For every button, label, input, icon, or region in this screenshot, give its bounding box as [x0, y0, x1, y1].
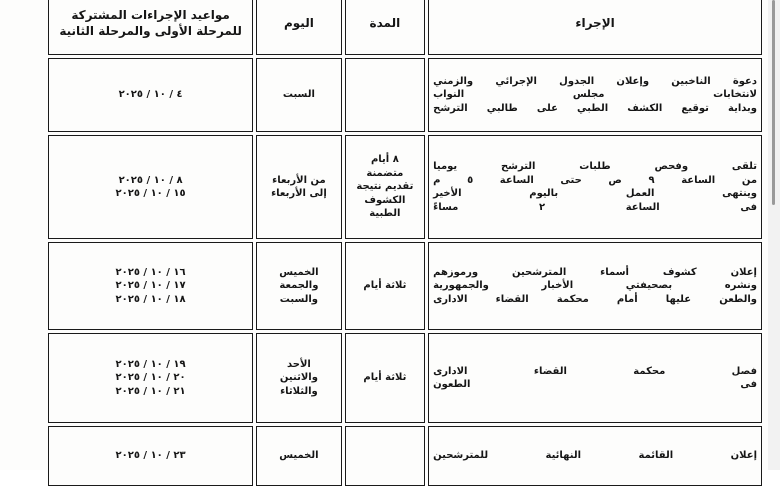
date-cell [48, 242, 253, 330]
procedure-line: إعلان القائمة النهائية للمترشحين [433, 450, 757, 462]
procedure-cell [428, 58, 762, 132]
day-cell [256, 426, 341, 486]
day-cell [256, 333, 341, 423]
procedure-line: ونشره بصحيفتي الأخبار والجمهورية [433, 280, 757, 292]
header-dates-line: للمرحلة الأولى والمرحلة الثانية [59, 24, 242, 38]
date-line: ١٥ / ١٠ / ٢٠٢٥ [115, 188, 186, 199]
day-line: والاثنين [279, 372, 318, 384]
procedure-cell [428, 242, 762, 330]
procedure-cell [428, 333, 762, 423]
table-row [48, 426, 762, 486]
duration-line: ثلاثة أيام [363, 372, 407, 384]
duration-cell [345, 58, 425, 132]
procedure-line: لانتخابات مجلس النواب [433, 89, 757, 101]
day-cell [256, 242, 341, 330]
date-line: ٢١ / ١٠ / ٢٠٢٥ [115, 385, 186, 397]
header-procedure: الإجراء [428, 0, 762, 55]
table-row [48, 135, 762, 239]
day-line: الخميس [279, 266, 319, 278]
day-line: والجمعة [279, 280, 319, 292]
day-line: والسبت [279, 293, 319, 305]
header-dates [48, 0, 253, 55]
date-cell [48, 333, 253, 423]
procedure-line: فى الساعة ٢ مساءً [433, 201, 757, 213]
date-line: ٤ / ١٠ / ٢٠٢٥ [118, 89, 183, 101]
date-line: ١٨ / ١٠ / ٢٠٢٥ [115, 293, 186, 305]
duration-cell [345, 135, 425, 239]
header-dates-line: مواعيد الإجراءات المشتركة [71, 7, 230, 22]
table-row [48, 242, 762, 330]
day-cell [256, 58, 341, 132]
procedure-line: من الساعة ٩ ص حتى الساعة ٥ م [433, 174, 758, 186]
duration-line: ثلاثة أيام [363, 280, 407, 292]
table-row [48, 58, 762, 132]
duration-line: تقديم نتيجة [356, 181, 414, 193]
procedure-line: فصل محكمة القضاء الادارى [433, 365, 757, 377]
procedure-line: وينتهى العمل باليوم الأخير [433, 188, 757, 199]
date-line: ١٦ / ١٠ / ٢٠٢٥ [115, 266, 186, 278]
duration-cell [345, 242, 425, 330]
duration-line: ٨ أيام [370, 154, 399, 166]
duration-cell [345, 426, 425, 486]
election-schedule-table [45, 0, 765, 489]
date-cell [48, 58, 253, 132]
date-line: ١٧ / ١٠ / ٢٠٢٥ [115, 280, 186, 292]
date-line: ٢٠ / ١٠ / ٢٠٢٥ [115, 372, 186, 384]
procedure-line: والطعن عليها أمام محكمة القضاء الادارى [433, 293, 757, 305]
duration-cell [345, 333, 425, 423]
day-line: السبت [282, 89, 315, 101]
table-row [48, 333, 762, 423]
day-line: إلى الأربعاء [271, 188, 327, 199]
duration-line: الكشوف الطبية [364, 194, 406, 220]
procedure-cell [428, 135, 762, 239]
procedure-line: دعوة الناخبين وإعلان الجدول الإجرائي والزمني [433, 75, 757, 87]
date-cell [48, 135, 253, 239]
procedure-line: فى الطعون [433, 379, 757, 390]
date-line: ١٩ / ١٠ / ٢٠٢٥ [115, 358, 186, 370]
day-cell [256, 135, 341, 239]
procedure-line: إعلان كشوف أسماء المترشحين ورموزهم [433, 266, 757, 278]
duration-line: متضمنة [366, 167, 404, 179]
header-duration: المدة [345, 0, 425, 55]
date-line: ٨ / ١٠ / ٢٠٢٥ [118, 174, 183, 186]
scrollbar-thumb[interactable] [772, 0, 775, 205]
date-cell [48, 426, 253, 486]
day-line: الخميس [279, 450, 319, 462]
procedure-cell [428, 426, 762, 486]
procedure-line: تلقى وفحص طلبات الترشح يوميا [433, 161, 757, 172]
day-line: من الأربعاء [272, 174, 326, 186]
header-day: اليوم [256, 0, 341, 55]
header-row [48, 0, 762, 55]
procedure-line: وبداية توقيع الكشف الطبي على طالبي الترشح [433, 102, 757, 114]
day-line: والثلاثاء [280, 385, 318, 397]
date-line: ٢٣ / ١٠ / ٢٠٢٥ [115, 450, 186, 462]
day-line: الأحد [286, 358, 311, 370]
